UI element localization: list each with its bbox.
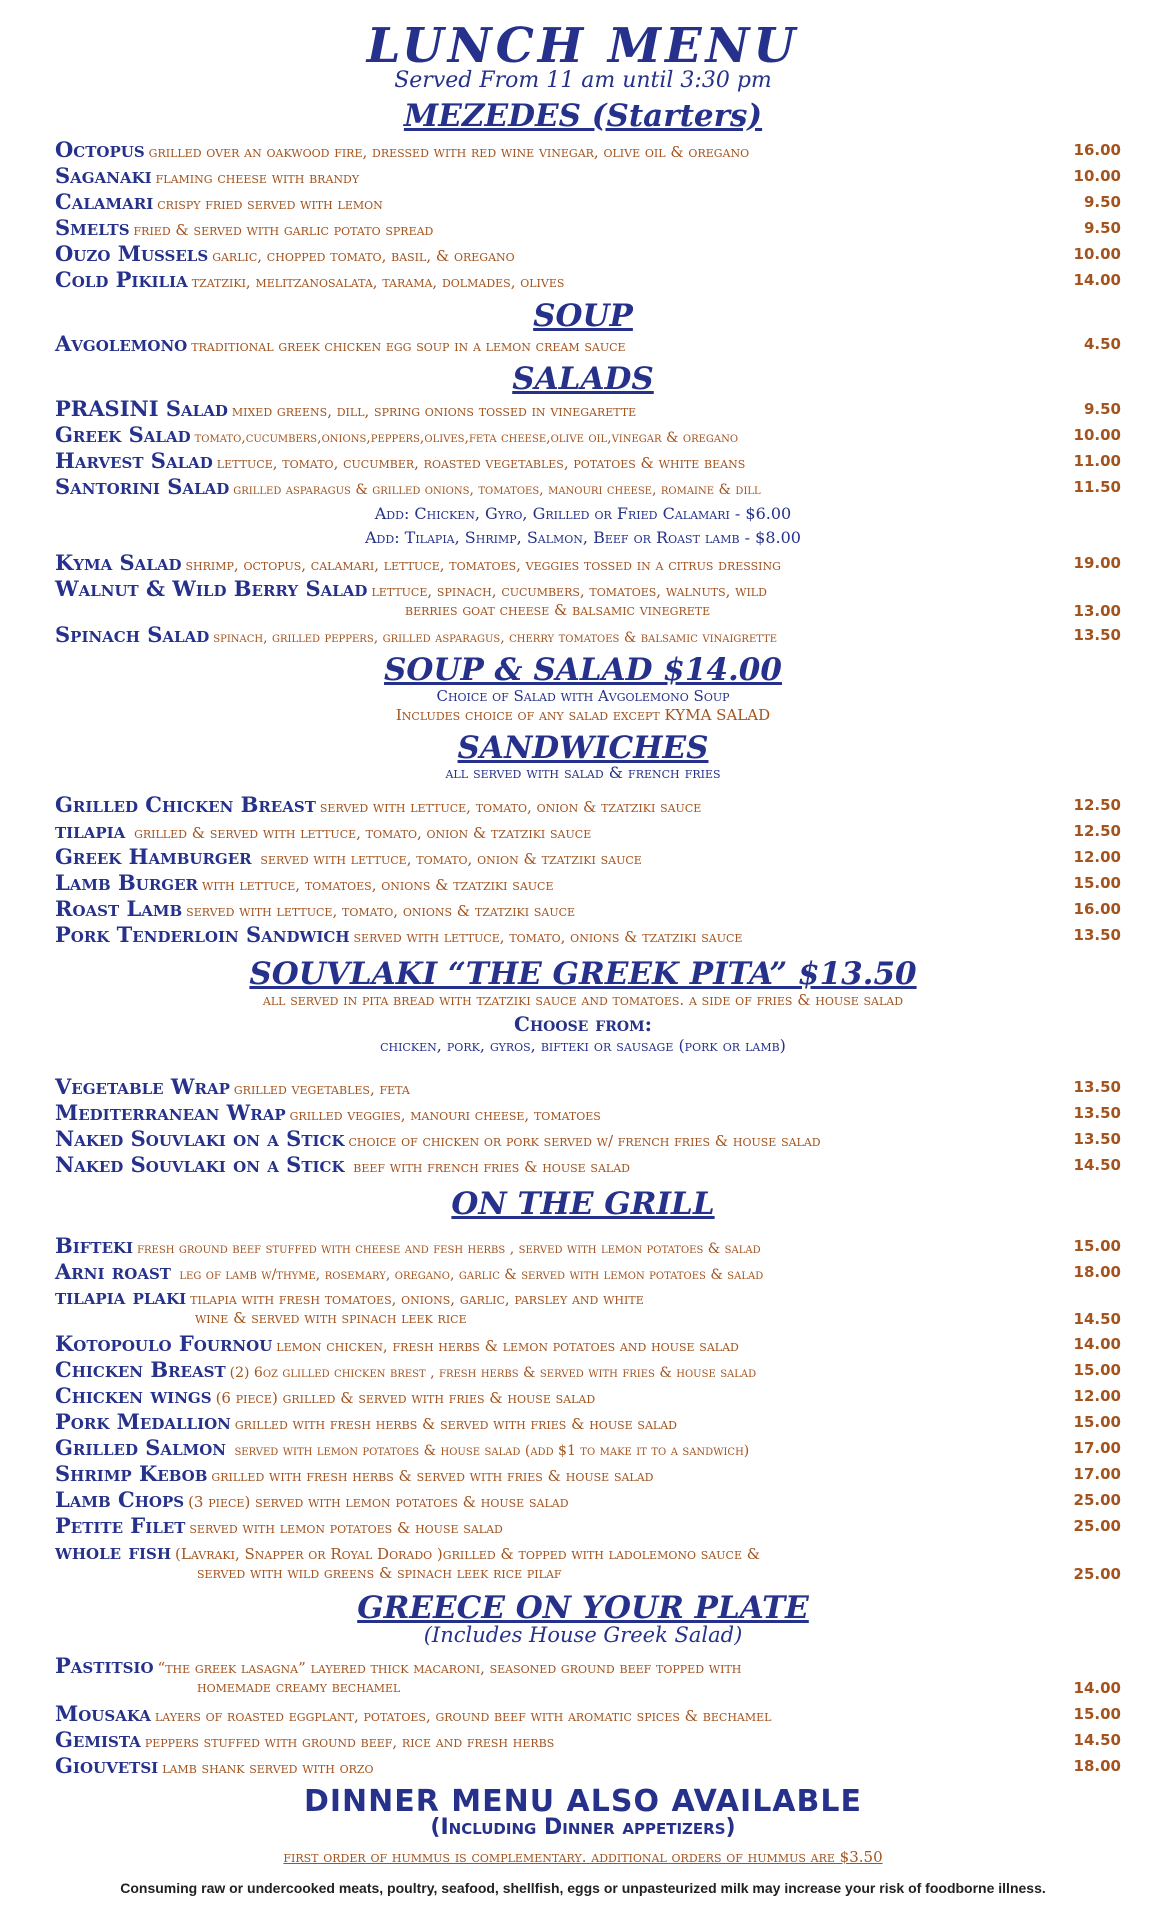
item-name: Octopus: [55, 137, 145, 162]
menu-item: [55, 1409, 1121, 1435]
item-description: lettuce, spinach, cucumbers, tomatoes, walnuts, wild: [371, 582, 767, 600]
item-price: 25.00: [1073, 1491, 1121, 1509]
item-name: Lamb Burger: [55, 870, 199, 895]
item-price: 16.00: [1073, 141, 1121, 159]
item-description: served with lettuce, tomato, onions & tzatziki sauce: [353, 928, 743, 946]
item-description: crispy fried served with lemon: [157, 195, 383, 213]
menu-item: [55, 622, 1121, 648]
item-price: 17.00: [1073, 1465, 1121, 1483]
section-heading-mezedes: MEZEDES (Starters): [403, 98, 763, 134]
item-name: Roast Lamb: [55, 896, 183, 921]
item-name: Chicken wings: [55, 1383, 212, 1408]
souvlaki-choose-label: Choose from:: [514, 1012, 652, 1036]
item-description: choice of chicken or pork served w/ french fries & house salad: [348, 1132, 821, 1150]
item-description: (6 piece) grilled & served with fries & house salad: [215, 1389, 596, 1407]
item-name: Kyma Salad: [55, 550, 182, 575]
item-price: 11.00: [1073, 452, 1121, 470]
item-price: 14.00: [1073, 1335, 1121, 1353]
menu-item: [55, 844, 1121, 870]
item-description: tzatziki, melitzanosalata, tarama, dolmades, olives: [191, 273, 565, 291]
item-price: 14.00: [1073, 271, 1121, 289]
section-heading-grill: ON THE GRILL: [451, 1186, 715, 1222]
menu-item: [55, 1461, 1121, 1487]
item-description: served with lemon potatoes & house salad (add $1 to make it to a sandwich): [230, 1443, 750, 1459]
item-description: lamb shank served with orzo: [162, 1759, 374, 1777]
menu-item: [55, 1727, 1121, 1753]
menu-item: [55, 215, 1121, 241]
section-heading-soup-salad: SOUP & SALAD $14.00: [384, 652, 782, 688]
item-description: “the greek lasagna” layered thick macaroni, seasoned ground beef topped with: [157, 1659, 742, 1677]
item-price: 16.00: [1073, 900, 1121, 918]
item-price: 9.50: [1083, 400, 1121, 418]
item-description: grilled over an oakwood fire, dressed with red wine vinegar, olive oil & oregano: [148, 143, 750, 161]
salad-add-on-2: Add: Tilapia, Shrimp, Salmon, Beef or Roast lamb - $8.00: [365, 528, 801, 547]
item-price: 13.50: [1073, 626, 1121, 644]
menu-item: [55, 331, 1121, 357]
item-description: mixed greens, dill, spring onions tossed in vinegarette: [231, 402, 637, 420]
dinner-menu-subnotice: (Including Dinner appetizers): [430, 1815, 736, 1840]
item-name: Arni roast: [55, 1259, 171, 1284]
item-name: Spinach Salad: [55, 622, 210, 647]
menu-item: [55, 1540, 1121, 1586]
item-price: 13.50: [1073, 1130, 1121, 1148]
menu-item: [55, 1654, 1121, 1700]
item-price: 9.50: [1083, 193, 1121, 211]
item-name: Shrimp Kebob: [55, 1461, 208, 1486]
item-price: 12.50: [1073, 796, 1121, 814]
item-name: Mousaka: [55, 1701, 151, 1726]
item-description-cont: homemade creamy bechamel: [197, 1678, 401, 1696]
menu-item: [55, 189, 1121, 215]
item-price: 10.00: [1073, 167, 1121, 185]
menu-item: [55, 870, 1121, 896]
item-description: leg of lamb w/thyme, rosemary, oregano, garlic & served with lemon potatoes & salad: [174, 1267, 764, 1283]
item-price: 14.50: [1073, 1310, 1121, 1328]
item-name: Chicken Breast: [55, 1357, 226, 1382]
item-price: 13.50: [1073, 1078, 1121, 1096]
item-price: 17.00: [1073, 1439, 1121, 1457]
menu-item: [55, 1383, 1121, 1409]
item-description: served with lettuce, tomato, onions & tzatziki sauce: [186, 902, 576, 920]
menu-item: [55, 792, 1121, 818]
item-price: 14.50: [1073, 1731, 1121, 1749]
menu-item: [55, 550, 1121, 576]
item-name: Greek Salad: [55, 422, 191, 447]
menu-item: [55, 922, 1121, 948]
item-price: 25.00: [1073, 1517, 1121, 1535]
item-name: tilapia: [55, 818, 126, 843]
item-price: 15.00: [1073, 1361, 1121, 1379]
item-name: Pastitsio: [55, 1653, 154, 1678]
item-price: 13.00: [1073, 602, 1121, 620]
item-description: layers of roasted eggplant, potatoes, ground beef with aromatic spices & bechamel: [154, 1707, 772, 1725]
item-description: grilled with fresh herbs & served with fries & house salad: [211, 1467, 654, 1485]
item-description: lemon chicken, fresh herbs & lemon potatoes and house salad: [276, 1337, 739, 1355]
item-price: 14.00: [1073, 1679, 1121, 1697]
item-description: grilled veggies, manouri cheese, tomatoes: [289, 1106, 601, 1124]
served-hours: Served From 11 am until 3:30 pm: [394, 68, 772, 93]
menu-item: [55, 577, 1121, 623]
item-name: Pork Tenderloin Sandwich: [55, 922, 350, 947]
item-name: Petite Filet: [55, 1513, 186, 1538]
soup-salad-line-2: Includes choice of any salad except KYMA SALAD: [395, 706, 771, 724]
item-description: with lettuce, tomatoes, onions & tzatziki sauce: [202, 876, 554, 894]
menu-item: [55, 137, 1121, 163]
menu-item: [55, 1753, 1121, 1779]
menu-item: [55, 267, 1121, 293]
item-price: 12.00: [1073, 1387, 1121, 1405]
item-name: Walnut & Wild Berry Salad: [55, 576, 368, 601]
hummus-note: first order of hummus is complementary. additional orders of hummus are $3.50: [283, 1848, 883, 1866]
item-description-cont: served with wild greens & spinach leek rice pilaf: [197, 1564, 562, 1582]
greece-subtitle: (Includes House Greek Salad): [423, 1623, 743, 1647]
item-description: grilled & served with lettuce, tomato, onion & tzatziki sauce: [129, 824, 592, 842]
item-description: tilapia with fresh tomatoes, onions, garlic, parsley and white: [190, 1290, 644, 1308]
section-heading-greece: GREECE ON YOUR PLATE: [357, 1590, 809, 1626]
item-name: Vegetable Wrap: [55, 1074, 230, 1099]
item-price: 18.00: [1073, 1263, 1121, 1281]
item-description-cont: berries goat cheese & balsamic vinegrete: [405, 601, 711, 619]
item-name: whole fish: [55, 1539, 172, 1564]
item-price: 10.00: [1073, 245, 1121, 263]
item-name: Calamari: [55, 189, 154, 214]
section-heading-souvlaki: SOUVLAKI “THE GREEK PITA” $13.50: [249, 956, 917, 992]
item-name: Greek Hamburger: [55, 844, 252, 869]
menu-item: [55, 1126, 1121, 1152]
item-description: (3 piece) served with lemon potatoes & house salad: [188, 1493, 569, 1511]
item-description: spinach, grilled peppers, grilled asparagus, cherry tomatoes & balsamic vinaigrette: [213, 630, 778, 646]
item-description: garlic, chopped tomato, basil, & oregano: [212, 247, 515, 265]
menu-item: [55, 1233, 1121, 1259]
item-description: grilled asparagus & grilled onions, tomatoes, manouri cheese, romaine & dill: [233, 482, 761, 498]
menu-item: [55, 448, 1121, 474]
menu-item: [55, 1331, 1121, 1357]
sandwiches-subtitle: all served with salad & french fries: [445, 763, 721, 782]
item-name: PRASINI Salad: [55, 396, 228, 421]
item-description: (2) 6oz glilled chicken brest , fresh herbs & served with fries & house salad: [229, 1365, 757, 1381]
item-price: 13.50: [1073, 926, 1121, 944]
item-name: Saganaki: [55, 163, 152, 188]
item-price: 9.50: [1083, 219, 1121, 237]
menu-item: [55, 474, 1121, 500]
section-heading-sandwiches: SANDWICHES: [457, 730, 709, 766]
item-price: 4.50: [1083, 335, 1121, 353]
item-description: (Lavraki, Snapper or Royal Dorado )grilled & topped with ladolemono sauce &: [175, 1545, 761, 1563]
item-name: Kotopoulo Fournou: [55, 1331, 273, 1356]
item-description: fresh ground beef stuffed with cheese and fesh herbs , served with lemon potatoes & salad: [137, 1241, 761, 1257]
item-name: Naked Souvlaki on a Stick: [55, 1126, 345, 1151]
item-price: 12.50: [1073, 822, 1121, 840]
item-name: Naked Souvlaki on a Stick: [55, 1152, 345, 1177]
item-description: traditional greek chicken egg soup in a lemon cream sauce: [191, 337, 626, 355]
menu-item: [55, 163, 1121, 189]
item-price: 12.00: [1073, 848, 1121, 866]
item-price: 15.00: [1073, 874, 1121, 892]
item-name: Cold Pikilia: [55, 267, 188, 292]
item-price: 11.50: [1073, 478, 1121, 496]
item-name: Bifteki: [55, 1233, 134, 1258]
menu-item: [55, 1357, 1121, 1383]
item-description: lettuce, tomato, cucumber, roasted vegetables, potatoes & white beans: [216, 454, 746, 472]
health-disclaimer: Consuming raw or undercooked meats, poultry, seafood, shellfish, eggs or unpasteurized milk may increase your risk of foodborne illness.: [120, 1880, 1046, 1896]
item-name: Avgolemono: [55, 331, 188, 356]
menu-item: [55, 1259, 1121, 1285]
item-description: shrimp, octopus, calamari, lettuce, tomatoes, veggies tossed in a citrus dressing: [185, 556, 781, 574]
item-name: Pork Medallion: [55, 1409, 231, 1434]
item-price: 18.00: [1073, 1757, 1121, 1775]
menu-item: [55, 396, 1121, 422]
section-heading-salads: SALADS: [512, 361, 654, 397]
item-price: 15.00: [1073, 1237, 1121, 1255]
item-price: 19.00: [1073, 554, 1121, 572]
item-name: Santorini Salad: [55, 474, 230, 499]
item-name: Grilled Chicken Breast: [55, 792, 316, 817]
item-description: tomato,cucumbers,onions,peppers,olives,feta cheese,olive oil,vinegar & oregano: [194, 430, 739, 446]
menu-item: [55, 422, 1121, 448]
item-name: Giouvetsi: [55, 1753, 159, 1778]
item-name: Gemista: [55, 1727, 141, 1752]
menu-item: [55, 1487, 1121, 1513]
dinner-menu-notice: DINNER MENU ALSO AVAILABLE: [303, 1784, 863, 1819]
item-description: beef with french fries & house salad: [348, 1158, 630, 1176]
menu-item: [55, 1285, 1121, 1331]
souvlaki-subtitle: all served in pita bread with tzatziki sauce and tomatoes. a side of fries & house salad: [262, 991, 904, 1009]
item-name: Grilled Salmon: [55, 1435, 226, 1460]
soup-salad-line-1: Choice of Salad with Avgolemono Soup: [436, 687, 730, 705]
item-price: 14.50: [1073, 1156, 1121, 1174]
item-description: served with lettuce, tomato, onion & tzatziki sauce: [255, 850, 642, 868]
item-name: Mediterranean Wrap: [55, 1100, 286, 1125]
salad-add-on-1: Add: Chicken, Gyro, Grilled or Fried Calamari - $6.00: [374, 504, 792, 523]
item-name: tilapia plaki: [55, 1284, 187, 1309]
item-name: Ouzo Mussels: [55, 241, 209, 266]
item-price: 25.00: [1073, 1565, 1121, 1583]
item-name: Smelts: [55, 215, 130, 240]
item-price: 13.50: [1073, 1104, 1121, 1122]
menu-item: [55, 1435, 1121, 1461]
item-description-cont: wine & served with spinach leek rice: [195, 1309, 467, 1327]
menu-item: [55, 1100, 1121, 1126]
item-description: flaming cheese with brandy: [155, 169, 360, 187]
menu-item: [55, 241, 1121, 267]
item-price: 15.00: [1073, 1413, 1121, 1431]
item-description: served with lettuce, tomato, onion & tzatziki sauce: [319, 798, 702, 816]
menu-item: [55, 1701, 1121, 1727]
item-description: grilled with fresh herbs & served with fries & house salad: [234, 1415, 677, 1433]
item-description: grilled vegetables, feta: [233, 1080, 410, 1098]
item-price: 10.00: [1073, 426, 1121, 444]
section-heading-soup: SOUP: [533, 298, 633, 334]
menu-item: [55, 1513, 1121, 1539]
item-description: served with lemon potatoes & house salad: [189, 1519, 503, 1537]
menu-item: [55, 818, 1121, 844]
item-description: peppers stuffed with ground beef, rice and fresh herbs: [144, 1733, 555, 1751]
item-name: Harvest Salad: [55, 448, 213, 473]
menu-item: [55, 896, 1121, 922]
menu-item: [55, 1074, 1121, 1100]
souvlaki-options: chicken, pork, gyros, bifteki or sausage (pork or lamb): [380, 1036, 786, 1055]
item-description: fried & served with garlic potato spread: [133, 221, 434, 239]
item-name: Lamb Chops: [55, 1487, 185, 1512]
item-price: 15.00: [1073, 1705, 1121, 1723]
menu-item: [55, 1152, 1121, 1178]
menu-title: LUNCH MENU: [366, 18, 800, 74]
